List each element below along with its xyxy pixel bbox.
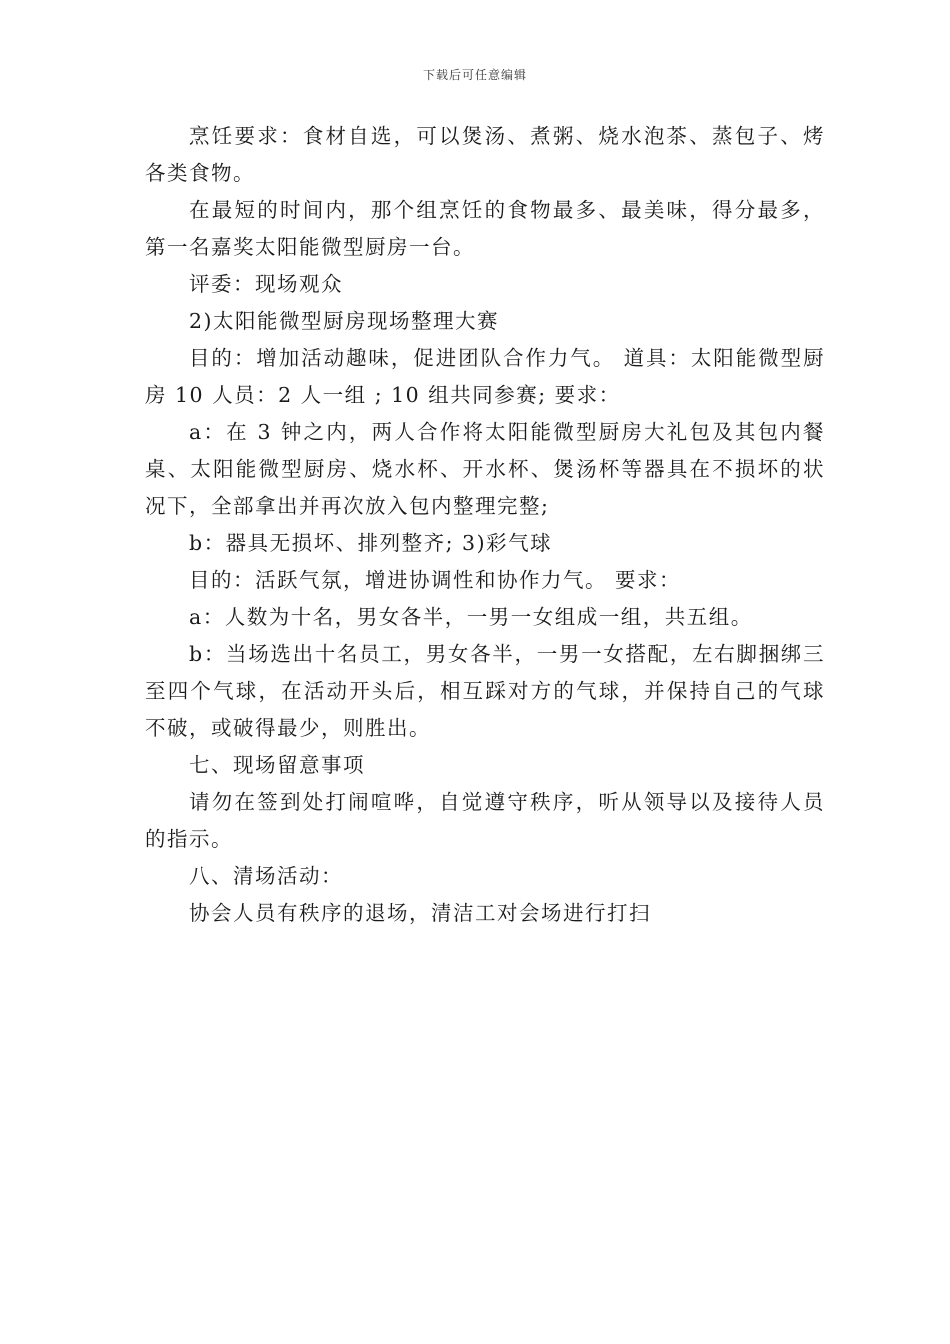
paragraph-balloon-rule-b: b：当场选出十名员工，男女各半，一男一女搭配，左右脚捆绑三至四个气球，在活动开头后，相互踩对方的气球，并保持自己的气球不破，或破得最少，则胜出。 — [145, 642, 825, 740]
paragraph-section-2-title: 2)太阳能微型厨房现场整理大赛 — [189, 309, 500, 333]
document-body — [145, 118, 825, 932]
paragraph-rule-b-balloons: b：器具无损坏、排列整齐; 3)彩气球 — [189, 531, 553, 555]
paragraph-rule-a: a：在 3 钟之内，两人合作将太阳能微型厨房大礼包及其包内餐桌、太阳能微型厨房、烧水杯、开水杯、煲汤杯等器具在不损坏的状况下，全部拿出并再次放入包内整理完整; — [145, 420, 825, 518]
paragraph-onsite-notes: 请勿在签到处打闹喧哗，自觉遵守秩序，听从领导以及接待人员的指示。 — [145, 790, 825, 851]
page-header-note: 下载后可任意编辑 — [422, 68, 527, 82]
paragraph-purpose-props: 目的：增加活动趣味，促进团队合作力气。 道具：太阳能微型厨房 10 人员：2 人一组 ; 10 组共同参赛; 要求： — [145, 346, 825, 407]
paragraph-judges: 评委：现场观众 — [189, 272, 343, 296]
heading-section-8: 八、清场活动： — [189, 864, 343, 888]
paragraph-cooking-requirements: 烹饪要求：食材自选，可以煲汤、煮粥、烧水泡茶、蒸包子、烤各类食物。 — [145, 124, 825, 185]
paragraph-balloon-rule-a: a：人数为十名，男女各半，一男一女组成一组，共五组。 — [189, 605, 753, 629]
paragraph-cleanup: 协会人员有秩序的退场，清洁工对会场进行打扫 — [189, 901, 651, 925]
paragraph-balloon-purpose: 目的：活跃气氛，增进协调性和协作力气。 要求： — [189, 568, 682, 592]
paragraph-scoring-prize: 在最短的时间内，那个组烹饪的食物最多、最美味，得分最多，第一名嘉奖太阳能微型厨房一台。 — [145, 198, 825, 259]
heading-section-7: 七、现场留意事项 — [189, 753, 365, 777]
